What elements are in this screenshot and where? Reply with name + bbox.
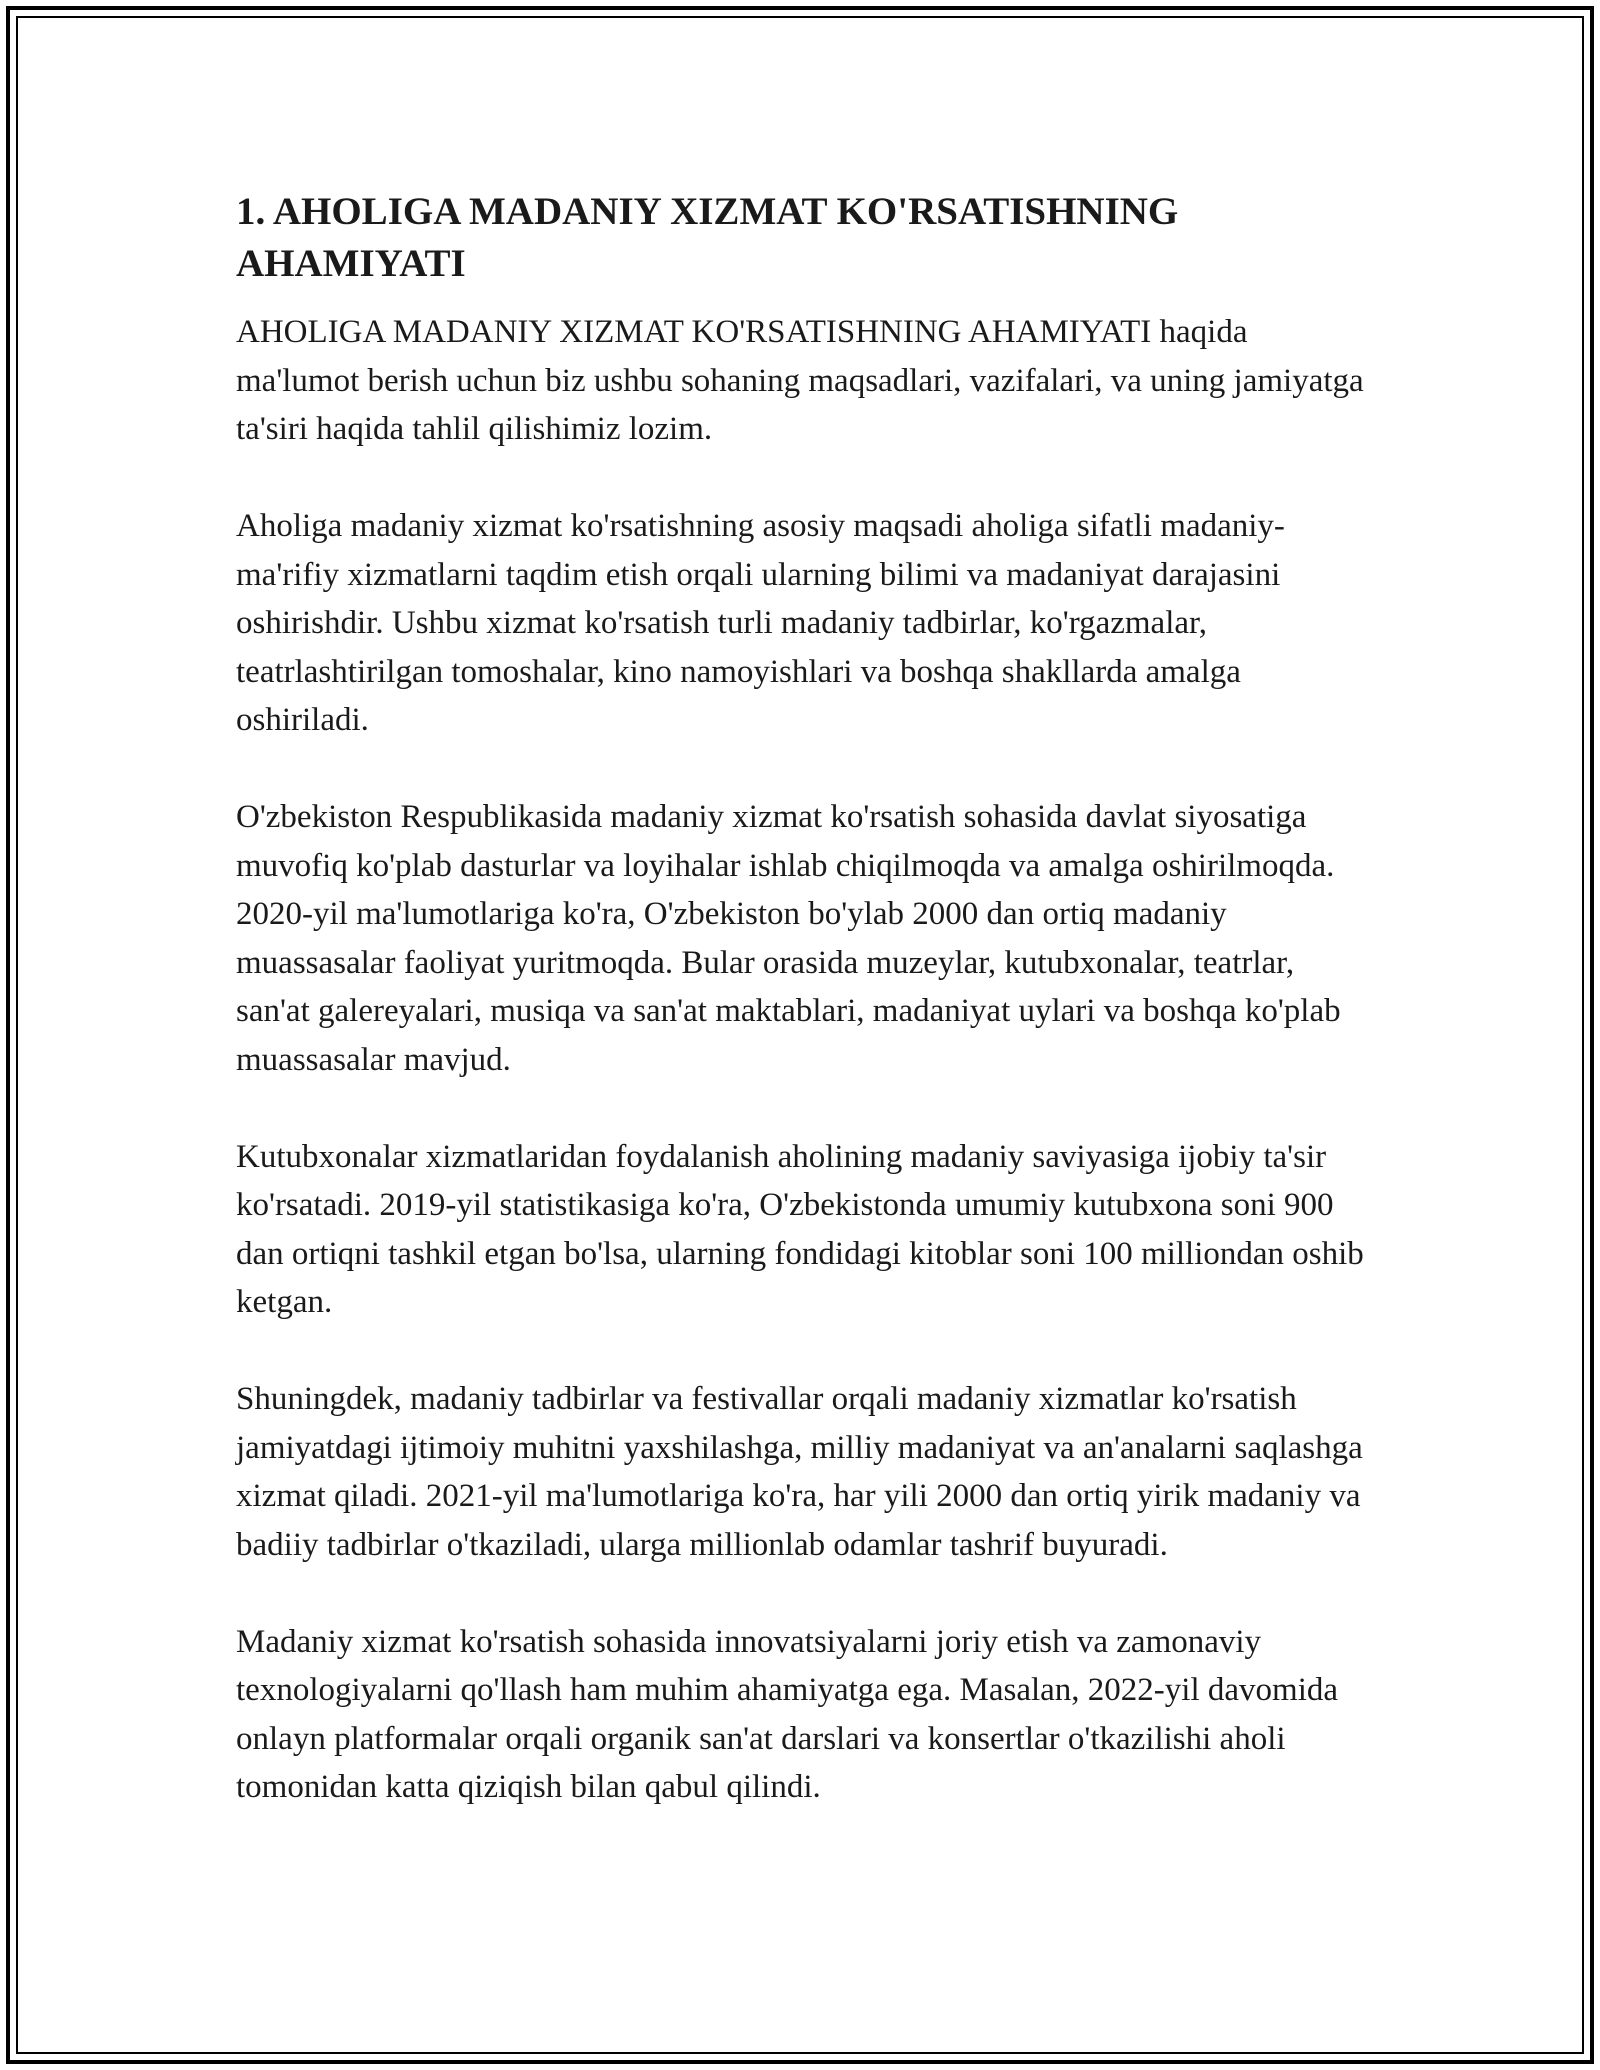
paragraph-festivals: Shuningdek, madaniy tadbirlar va festivallar orqali madaniy xizmatlar ko'rsatish jamiyatdagi ijtimoiy muhitni yaxshilashga, milliy madaniyat va an'analarni saqlashga xizmat qiladi. 2021-yil ma'lumotlariga ko'ra, har yili 2000 dan ortiq yirik madaniy va badiiy tadbirlar o'tkaziladi, ularga millionlab odamlar tashrif buyuradi. [236,1381,1363,1563]
paragraph-main-goal: Aholiga madaniy xizmat ko'rsatishning asosiy maqsadi aholiga sifatli madaniy-ma'rifiy xizmatlarni taqdim etish orqali ularning bilimi va madaniyat darajasini oshirishdir. Ushbu xizmat ko'rsatish turli madaniy tadbirlar, ko'rgazmalar, teatrlashtirilgan tomoshalar, kino namoyishlari va boshqa shakllarda amalga oshiriladi. [236,508,1285,738]
paragraph-innovations: Madaniy xizmat ko'rsatish sohasida innovatsiyalarni joriy etish va zamonaviy texnologiyalarni qo'llash ham muhim ahamiyatga ega. Masalan, 2022-yil davomida onlayn platformalar orqali organik san'at darslari va konsertlar o'tkazilishi aholi tomonidan katta qiziqish bilan qabul qilindi. [236,1623,1339,1805]
section-heading: 1. AHOLIGA MADANIY XIZMAT KO'RSATISHNING AHAMIYATI [236,190,1179,285]
document-body [236,186,1366,1860]
paragraph-libraries: Kutubxonalar xizmatlaridan foydalanish aholining madaniy saviyasiga ijobiy ta'sir ko'rsatadi. 2019-yil statistikasiga ko'ra, O'zbekistonda umumiy kutubxona soni 900 dan ortiqni tashkil etgan bo'lsa, ularning fondidagi kitoblar soni 100 milliondan oshib ketgan. [236,1138,1364,1320]
paragraph-state-policy: O'zbekiston Respublikasida madaniy xizmat ko'rsatish sohasida davlat siyosatiga muvofiq ko'plab dasturlar va loyihalar ishlab chiqilmoqda va amalga oshirilmoqda. 2020-yil ma'lumotlariga ko'ra, O'zbekiston bo'ylab 2000 dan ortiq madaniy muassasalar faoliyat yuritmoqda. Bular orasida muzeylar, kutubxonalar, teatrlar, san'at galereyalari, musiqa va san'at maktablari, madaniyat uylari va boshqa ko'plab muassasalar mavjud. [236,799,1341,1078]
paragraph-intro: AHOLIGA MADANIY XIZMAT KO'RSATISHNING AHAMIYATI haqida ma'lumot berish uchun biz ushbu sohaning maqsadlari, vazifalari, va uning jamiyatga ta'siri haqida tahlil qilishimiz lozim. [236,314,1364,447]
